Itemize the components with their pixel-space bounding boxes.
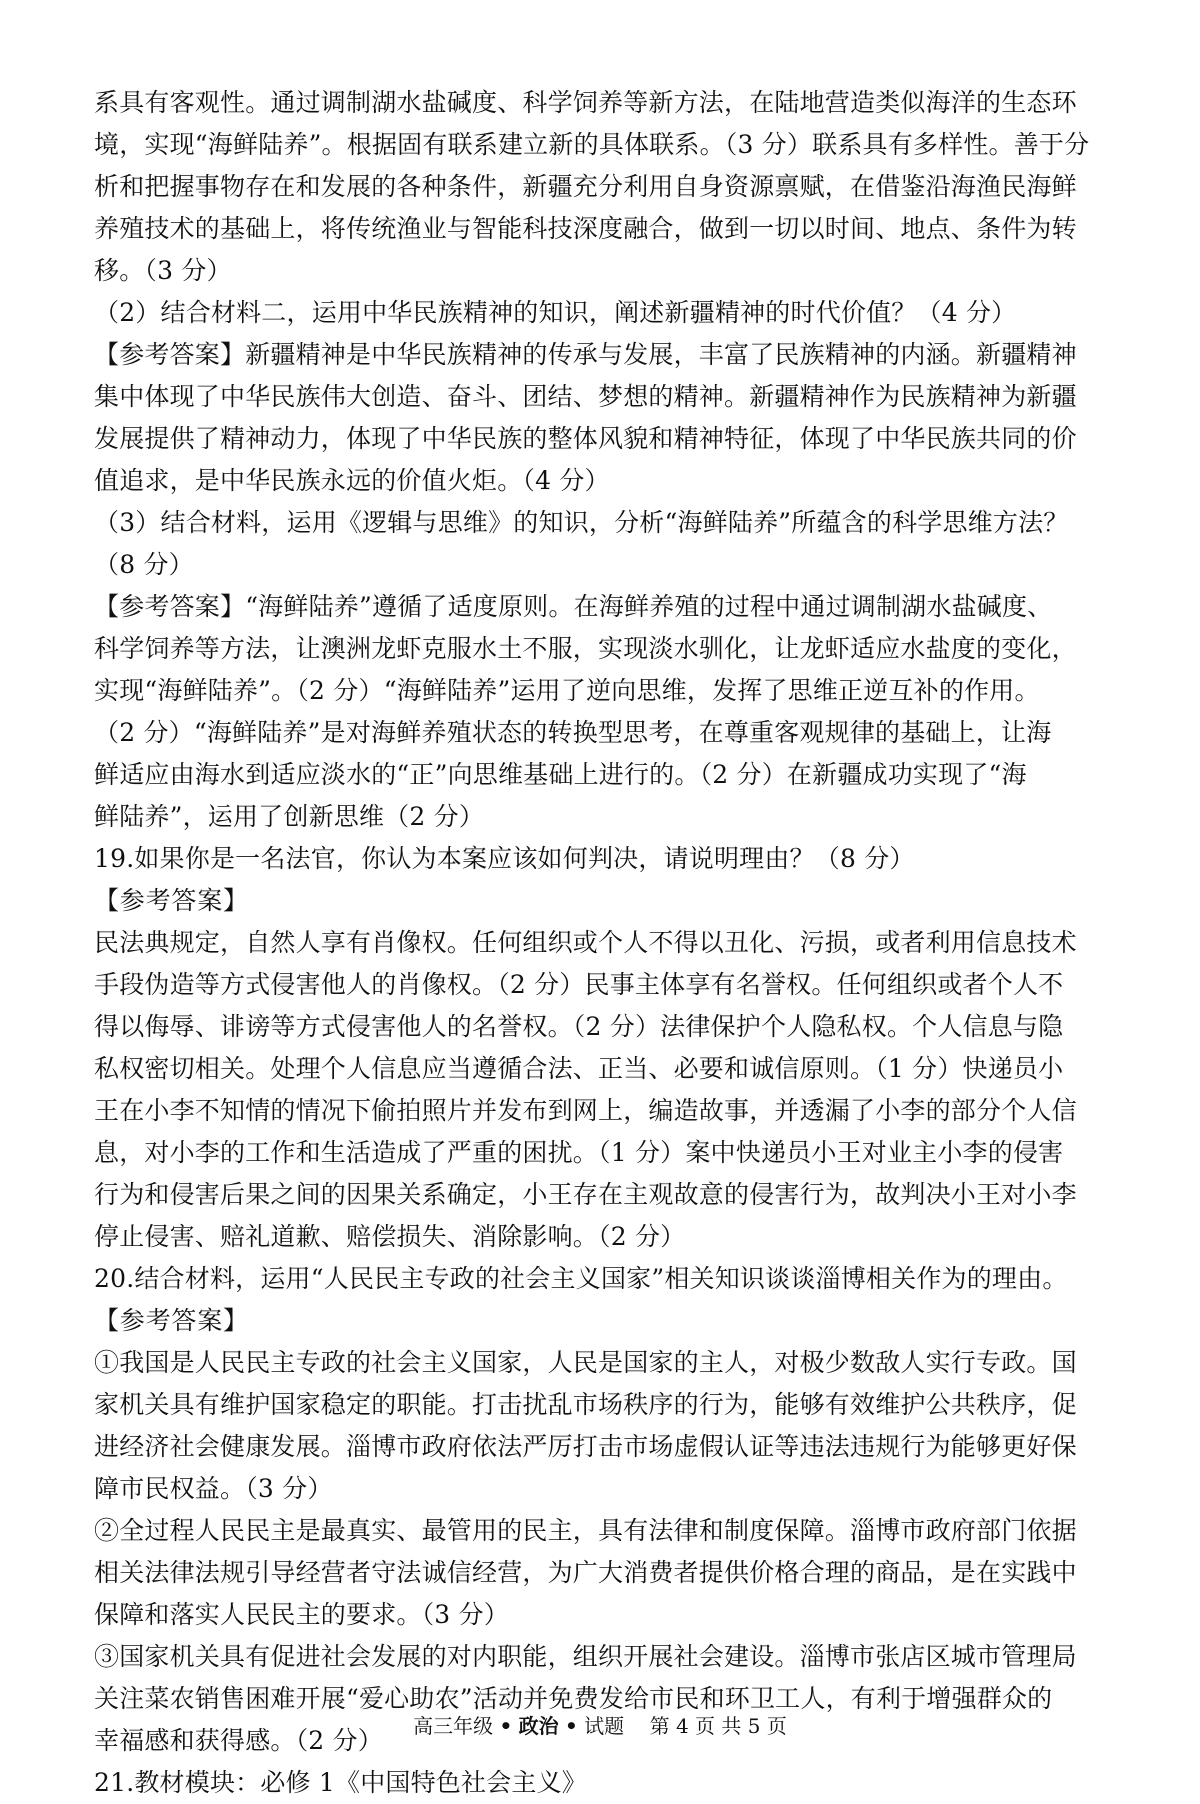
text-line: ③国家机关具有促进社会发展的对内职能，组织开展社会建设。淄博市张店区城市管理局 xyxy=(94,1642,1077,1671)
text-line: 关注菜农销售困难开展“爱心助农”活动并免费发给市民和环卫工人，有利于增强群众的 xyxy=(94,1684,1053,1713)
footer-kind: 试题 xyxy=(584,1714,625,1738)
text-line: 鲜适应由海水到适应淡水的“正”向思维基础上进行的。（2 分）在新疆成功实现了“海 xyxy=(94,760,1027,789)
text-line: ①我国是人民民主专政的社会主义国家，人民是国家的主人，对极少数敌人实行专政。国 xyxy=(94,1348,1077,1377)
text-line: 科学饲养等方法，让澳洲龙虾克服水土不服，实现淡水驯化，让龙虾适应水盐度的变化， xyxy=(94,634,1077,663)
question-line: 20.结合材料，运用“人民民主专政的社会主义国家”相关知识谈谈淄博相关作为的理由。 xyxy=(94,1264,1068,1293)
question-line: （8 分） xyxy=(94,550,194,579)
answer-heading: 【参考答案】 xyxy=(94,886,249,915)
text-line: ②全过程人民民主是最真实、最管用的民主，具有法律和制度保障。淄博市政府部门依据 xyxy=(94,1516,1077,1545)
text-line: 障市民权益。（3 分） xyxy=(94,1474,333,1503)
footer-dot: • xyxy=(565,1714,578,1738)
text-line: 发展提供了精神动力，体现了中华民族的整体风貌和精神特征，体现了中华民族共同的价 xyxy=(94,424,1077,453)
text-line: 系具有客观性。通过调制湖水盐碱度、科学饲养等新方法，在陆地营造类似海洋的生态环 xyxy=(94,88,1077,117)
text-line: 家机关具有维护国家稳定的职能。打击扰乱市场秩序的行为，能够有效维护公共秩序，促 xyxy=(94,1390,1077,1419)
question-line: （3）结合材料，运用《逻辑与思维》的知识，分析“海鲜陆养”所蕴含的科学思维方法？ xyxy=(94,508,1069,537)
text-line: 手段伪造等方式侵害他人的肖像权。（2 分）民事主体享有名誉权。任何组织或者个人不 xyxy=(94,970,1064,999)
text-line: 王在小李不知情的情况下偷拍照片并发布到网上，编造故事，并透漏了小李的部分个人信 xyxy=(94,1096,1077,1125)
footer-dot: • xyxy=(499,1714,513,1738)
text-line: 息，对小李的工作和生活造成了严重的困扰。（1 分）案中快递员小王对业主小李的侵害 xyxy=(94,1138,1064,1167)
text-line: 境，实现“海鲜陆养”。根据固有联系建立新的具体联系。（3 分）联系具有多样性。善于分 xyxy=(94,130,1090,159)
text-line: 私权密切相关。处理个人信息应当遵循合法、正当、必要和诚信原则。（1 分）快递员小 xyxy=(94,1054,1064,1083)
document-body xyxy=(94,82,1114,1804)
text-line: 移。（3 分） xyxy=(94,256,232,285)
text-line: 集中体现了中华民族伟大创造、奋斗、团结、梦想的精神。新疆精神作为民族精神为新疆 xyxy=(94,382,1077,411)
answer-line: 【参考答案】新疆精神是中华民族精神的传承与发展，丰富了民族精神的内涵。新疆精神 xyxy=(94,340,1077,369)
footer-page-info: 第 4 页 共 5 页 xyxy=(649,1714,787,1738)
text-line: 民法典规定，自然人享有肖像权。任何组织或个人不得以丑化、污损，或者利用信息技术 xyxy=(94,928,1077,957)
text-line: （2 分）“海鲜陆养”是对海鲜养殖状态的转换型思考，在尊重客观规律的基础上，让海 xyxy=(94,718,1052,747)
text-line: 相关法律法规引导经营者守法诚信经营，为广大消费者提供价格合理的商品，是在实践中 xyxy=(94,1558,1077,1587)
question-line: （2）结合材料二，运用中华民族精神的知识，阐述新疆精神的时代价值？（4 分） xyxy=(94,298,1017,327)
text-line: 得以侮辱、诽谤等方式侵害他人的名誉权。（2 分）法律保护个人隐私权。个人信息与隐 xyxy=(94,1012,1064,1041)
answer-line: 【参考答案】“海鲜陆养”遵循了适度原则。在海鲜养殖的过程中通过调制湖水盐碱度、 xyxy=(94,592,1053,621)
answer-heading: 【参考答案】 xyxy=(94,1306,249,1335)
text-line: 保障和落实人民民主的要求。（3 分） xyxy=(94,1600,509,1629)
page-footer xyxy=(0,1712,1200,1740)
question-line: 21.教材模块：必修 1《中国特色社会主义》 xyxy=(94,1768,588,1797)
text-line: 幸福感和获得感。（2 分） xyxy=(94,1726,383,1755)
text-line: 行为和侵害后果之间的因果关系确定，小王存在主观故意的侵害行为，故判决小王对小李 xyxy=(94,1180,1077,1209)
text-line: 停止侵害、赔礼道歉、赔偿损失、消除影响。（2 分） xyxy=(94,1222,686,1251)
footer-grade: 高三年级 xyxy=(413,1714,494,1738)
text-line: 鲜陆养”，运用了创新思维（2 分） xyxy=(94,802,485,831)
text-line: 析和把握事物存在和发展的各种条件，新疆充分利用自身资源禀赋，在借鉴沿海渔民海鲜 xyxy=(94,172,1077,201)
text-line: 实现“海鲜陆养”。（2 分）“海鲜陆养”运用了逆向思维，发挥了思维正逆互补的作用。 xyxy=(94,676,1040,705)
text-line: 进经济社会健康发展。淄博市政府依法严厉打击市场虚假认证等违法违规行为能够更好保 xyxy=(94,1432,1077,1461)
footer-subject: 政治 xyxy=(518,1714,559,1738)
text-line: 值追求，是中华民族永远的价值火炬。（4 分） xyxy=(94,466,610,495)
text-line: 养殖技术的基础上，将传统渔业与智能科技深度融合，做到一切以时间、地点、条件为转 xyxy=(94,214,1077,243)
question-line: 19.如果你是一名法官，你认为本案应该如何判决，请说明理由？（8 分） xyxy=(94,844,915,873)
